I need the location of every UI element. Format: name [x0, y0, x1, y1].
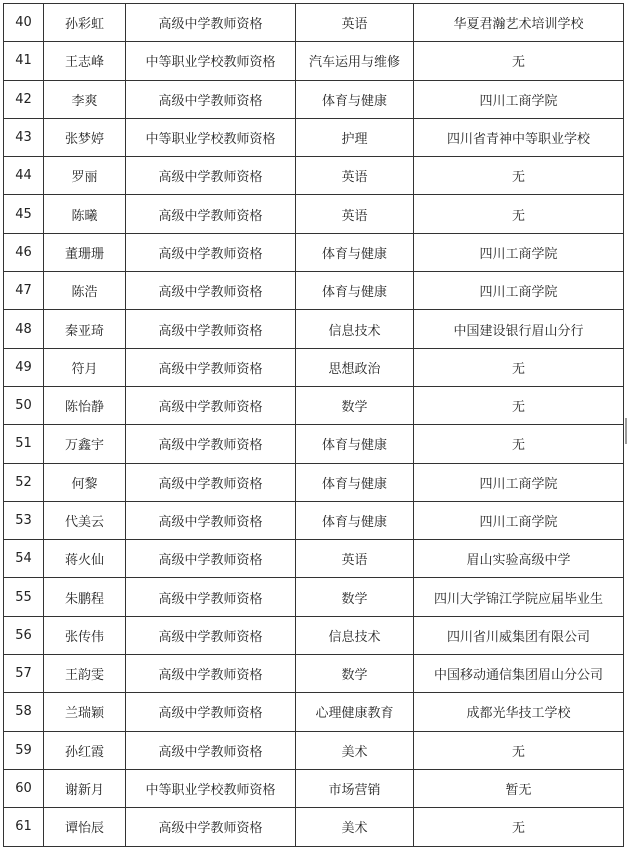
table-row	[4, 386, 624, 424]
qualification-cell: 高级中学教师资格	[126, 348, 296, 386]
row-number-cell: 46	[4, 233, 44, 271]
name-cell: 谢新月	[44, 769, 126, 807]
table-row	[4, 157, 624, 195]
work-unit-cell: 无	[414, 42, 624, 80]
name-cell: 王志峰	[44, 42, 126, 80]
qualification-cell: 高级中学教师资格	[126, 4, 296, 42]
work-unit-cell: 华夏君瀚艺术培训学校	[414, 4, 624, 42]
qualification-cell: 高级中学教师资格	[126, 731, 296, 769]
subject-cell: 体育与健康	[296, 80, 414, 118]
row-number-cell: 50	[4, 386, 44, 424]
row-number-cell: 47	[4, 272, 44, 310]
qualification-cell: 高级中学教师资格	[126, 386, 296, 424]
name-cell: 王韵雯	[44, 655, 126, 693]
subject-cell: 信息技术	[296, 616, 414, 654]
qualification-cell: 高级中学教师资格	[126, 157, 296, 195]
qualification-cell: 高级中学教师资格	[126, 808, 296, 846]
work-unit-cell: 暂无	[414, 769, 624, 807]
row-number-cell: 43	[4, 118, 44, 156]
table-row	[4, 655, 624, 693]
name-cell: 陈怡静	[44, 386, 126, 424]
qualification-cell: 高级中学教师资格	[126, 693, 296, 731]
name-cell: 孙彩虹	[44, 4, 126, 42]
work-unit-cell: 无	[414, 808, 624, 846]
work-unit-cell: 无	[414, 348, 624, 386]
qualification-cell: 中等职业学校教师资格	[126, 769, 296, 807]
table-row	[4, 731, 624, 769]
name-cell: 陈曦	[44, 195, 126, 233]
teacher-qualification-table	[3, 3, 624, 847]
work-unit-cell: 成都光华技工学校	[414, 693, 624, 731]
row-number-cell: 53	[4, 501, 44, 539]
qualification-cell: 高级中学教师资格	[126, 578, 296, 616]
subject-cell: 信息技术	[296, 310, 414, 348]
work-unit-cell: 无	[414, 157, 624, 195]
row-number-cell: 57	[4, 655, 44, 693]
row-number-cell: 55	[4, 578, 44, 616]
table-row	[4, 769, 624, 807]
table-row	[4, 578, 624, 616]
name-cell: 孙红霞	[44, 731, 126, 769]
subject-cell: 数学	[296, 578, 414, 616]
subject-cell: 心理健康教育	[296, 693, 414, 731]
subject-cell: 体育与健康	[296, 463, 414, 501]
name-cell: 蒋火仙	[44, 540, 126, 578]
subject-cell: 市场营销	[296, 769, 414, 807]
qualification-cell: 高级中学教师资格	[126, 272, 296, 310]
subject-cell: 英语	[296, 195, 414, 233]
subject-cell: 体育与健康	[296, 272, 414, 310]
work-unit-cell: 四川工商学院	[414, 233, 624, 271]
subject-cell: 数学	[296, 386, 414, 424]
name-cell: 陈浩	[44, 272, 126, 310]
qualification-cell: 高级中学教师资格	[126, 233, 296, 271]
qualification-cell: 高级中学教师资格	[126, 463, 296, 501]
table-row	[4, 540, 624, 578]
table-row	[4, 616, 624, 654]
row-number-cell: 61	[4, 808, 44, 846]
table-row	[4, 310, 624, 348]
name-cell: 符月	[44, 348, 126, 386]
name-cell: 兰瑞颖	[44, 693, 126, 731]
row-number-cell: 54	[4, 540, 44, 578]
name-cell: 李爽	[44, 80, 126, 118]
table-row	[4, 808, 624, 846]
table-row	[4, 118, 624, 156]
table-row	[4, 195, 624, 233]
subject-cell: 美术	[296, 808, 414, 846]
work-unit-cell: 眉山实验高级中学	[414, 540, 624, 578]
name-cell: 张梦婷	[44, 118, 126, 156]
row-number-cell: 49	[4, 348, 44, 386]
row-number-cell: 59	[4, 731, 44, 769]
row-number-cell: 60	[4, 769, 44, 807]
row-number-cell: 41	[4, 42, 44, 80]
qualification-cell: 高级中学教师资格	[126, 501, 296, 539]
subject-cell: 汽车运用与维修	[296, 42, 414, 80]
work-unit-cell: 无	[414, 386, 624, 424]
subject-cell: 思想政治	[296, 348, 414, 386]
qualification-cell: 高级中学教师资格	[126, 80, 296, 118]
table-row	[4, 80, 624, 118]
work-unit-cell: 中国移动通信集团眉山分公司	[414, 655, 624, 693]
subject-cell: 护理	[296, 118, 414, 156]
row-number-cell: 52	[4, 463, 44, 501]
name-cell: 董珊珊	[44, 233, 126, 271]
work-unit-cell: 无	[414, 731, 624, 769]
subject-cell: 体育与健康	[296, 501, 414, 539]
qualification-cell: 高级中学教师资格	[126, 540, 296, 578]
name-cell: 谭怡辰	[44, 808, 126, 846]
name-cell: 万鑫宇	[44, 425, 126, 463]
row-number-cell: 51	[4, 425, 44, 463]
row-number-cell: 44	[4, 157, 44, 195]
work-unit-cell: 四川省川威集团有限公司	[414, 616, 624, 654]
qualification-cell: 中等职业学校教师资格	[126, 118, 296, 156]
name-cell: 何黎	[44, 463, 126, 501]
work-unit-cell: 无	[414, 195, 624, 233]
qualification-cell: 高级中学教师资格	[126, 195, 296, 233]
qualification-cell: 高级中学教师资格	[126, 310, 296, 348]
work-unit-cell: 四川工商学院	[414, 272, 624, 310]
row-number-cell: 58	[4, 693, 44, 731]
work-unit-cell: 四川大学锦江学院应届毕业生	[414, 578, 624, 616]
work-unit-cell: 无	[414, 425, 624, 463]
table-row	[4, 4, 624, 42]
subject-cell: 英语	[296, 157, 414, 195]
subject-cell: 体育与健康	[296, 233, 414, 271]
table-row	[4, 425, 624, 463]
subject-cell: 英语	[296, 4, 414, 42]
row-number-cell: 45	[4, 195, 44, 233]
name-cell: 代美云	[44, 501, 126, 539]
qualification-cell: 高级中学教师资格	[126, 655, 296, 693]
work-unit-cell: 四川工商学院	[414, 463, 624, 501]
qualification-cell: 中等职业学校教师资格	[126, 42, 296, 80]
work-unit-cell: 中国建设银行眉山分行	[414, 310, 624, 348]
row-number-cell: 40	[4, 4, 44, 42]
table-row	[4, 233, 624, 271]
work-unit-cell: 四川工商学院	[414, 501, 624, 539]
qualification-cell: 高级中学教师资格	[126, 425, 296, 463]
table-body	[4, 4, 624, 847]
subject-cell: 英语	[296, 540, 414, 578]
table-row	[4, 348, 624, 386]
table-row	[4, 272, 624, 310]
subject-cell: 美术	[296, 731, 414, 769]
work-unit-cell: 四川工商学院	[414, 80, 624, 118]
subject-cell: 数学	[296, 655, 414, 693]
table-row	[4, 463, 624, 501]
name-cell: 张传伟	[44, 616, 126, 654]
row-number-cell: 56	[4, 616, 44, 654]
table-row	[4, 501, 624, 539]
table-row	[4, 42, 624, 80]
name-cell: 秦亚琦	[44, 310, 126, 348]
table-row	[4, 693, 624, 731]
subject-cell: 体育与健康	[296, 425, 414, 463]
name-cell: 罗丽	[44, 157, 126, 195]
work-unit-cell: 四川省青神中等职业学校	[414, 118, 624, 156]
qualification-cell: 高级中学教师资格	[126, 616, 296, 654]
name-cell: 朱鹏程	[44, 578, 126, 616]
row-number-cell: 48	[4, 310, 44, 348]
row-number-cell: 42	[4, 80, 44, 118]
